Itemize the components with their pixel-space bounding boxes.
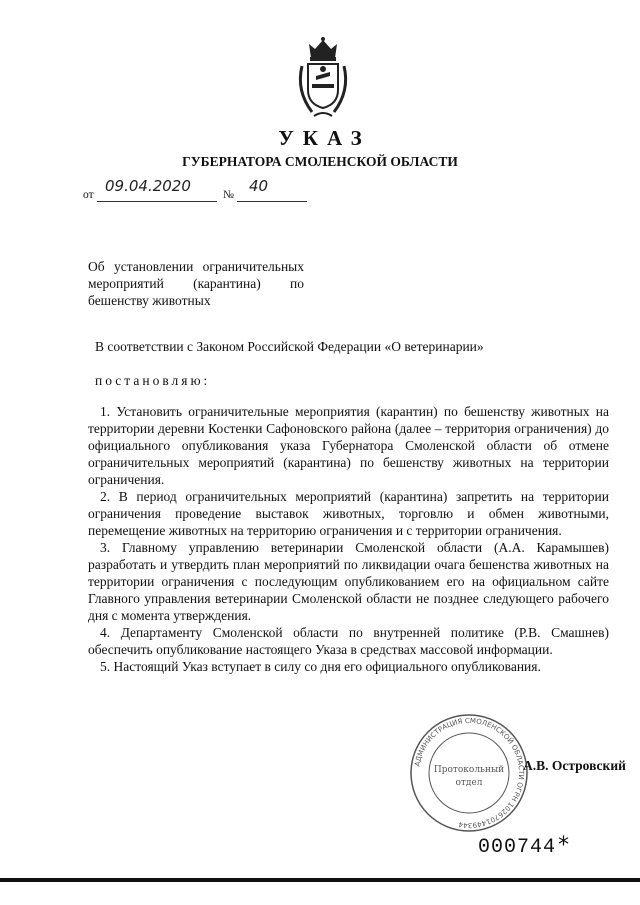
date-value: 09.04.2020 [105,177,191,195]
paragraph: 2. В период ограничительных мероприятий (карантина) запретить на территории ограничения проведение выставок животных, торговлю и обмен животными, перемещение животных на территорию ограничения и с территории ограничения. [88,489,609,538]
number-label: № [223,189,234,201]
stamp-seal [408,712,530,834]
paragraph: 5. Настоящий Указ вступает в силу со дня его официального опубликования. [100,659,541,674]
date-label: от [83,189,94,201]
registration-number: 000744 [478,836,557,859]
registration-mark: * [558,833,569,858]
preamble: В соответствии с Законом Российской Федерации «О ветеринарии» [95,339,484,354]
paragraph: 1. Установить ограничительные мероприятия (карантин) по бешенству животных на территории деревни Костенки Сафоновского района (далее – территория ограничения) до официального опубликования указа Губернатора Смоленской области об отмене ограничительных мероприятий (карантина) по бешенству животных на территории ограничения. [88,404,609,487]
stamp-center-line: Протокольный [433,765,505,775]
document-subtitle: ГУБЕРНАТОРА СМОЛЕНСКОЙ ОБЛАСТИ [182,154,458,169]
paragraph: 4. Департаменту Смоленской области по внутренней политике (Р.В. Смашнев) обеспечить опубликование настоящего Указа в средствах массовой информации. [88,625,609,657]
signature-name: А.В. Островский [523,758,626,773]
subject-line: бешенству животных [88,293,211,308]
decree-word: постановляю: [95,373,211,388]
document-title: УКАЗ [278,126,371,150]
number-value: 40 [249,177,269,195]
document-body [88,403,609,675]
paragraph: 3. Главному управлению ветеринарии Смоленской области (А.А. Карамышев) разработать и утвердить план мероприятий по ликвидации очага бешенства животных на территории ограничения с последующим опубликованием его на официальном сайте Главного управления ветеринарии Смоленской области не позднее следующего рабочего дня с момента утверждения. [88,540,609,623]
document-subject [88,258,304,309]
subject-line: Об установлении ограничительных [88,259,304,274]
stamp-center-line: отдел [455,778,483,788]
number-underline [237,201,307,202]
page-bottom-border [0,878,640,882]
stamp-ring-text: АДМИНИСТРАЦИЯ СМОЛЕНСКОЙ ОБЛАСТИ ОГРН 1026701449344 [413,716,526,830]
date-underline [97,201,217,202]
coat-of-arms-icon [294,36,352,120]
date-number-line [83,177,323,205]
subject-line: мероприятий (карантина) по [88,276,304,291]
